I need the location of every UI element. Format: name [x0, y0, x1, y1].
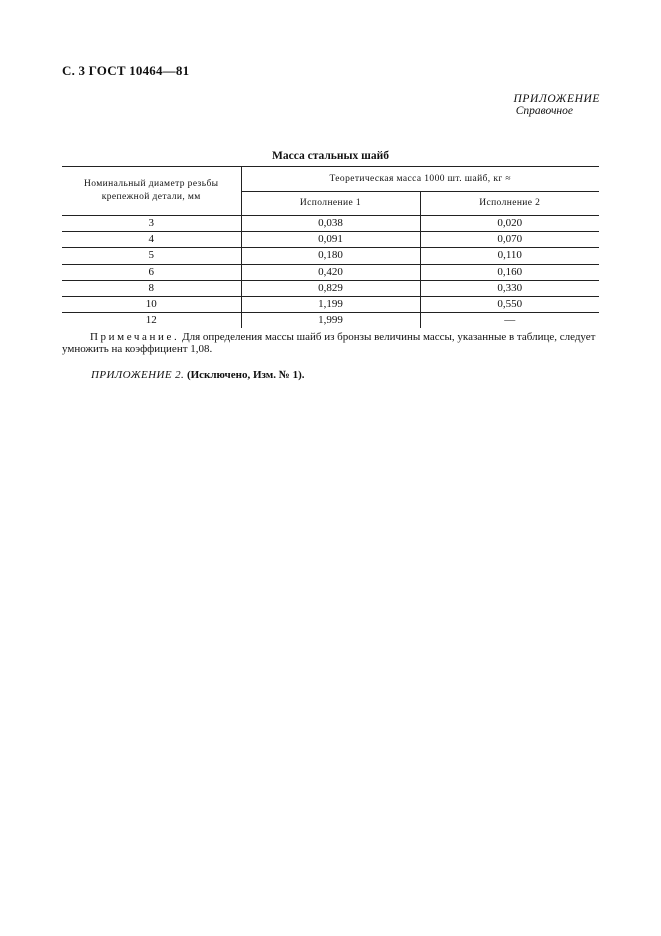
cell-version-2: 0,070	[420, 232, 599, 248]
cell-version-2: 0,330	[420, 280, 599, 296]
cell-diameter: 3	[62, 216, 241, 232]
cell-version-1: 0,420	[241, 264, 420, 280]
cell-version-2: 0,110	[420, 248, 599, 264]
cell-version-1: 0,038	[241, 216, 420, 232]
table-row	[62, 232, 599, 248]
header-version-1: Исполнение 1	[241, 192, 420, 216]
cell-diameter: 8	[62, 280, 241, 296]
cell-version-1: 0,829	[241, 280, 420, 296]
table-row	[62, 280, 599, 296]
header-version-2: Исполнение 2	[420, 192, 599, 216]
appendix-title: ПРИЛОЖЕНИЕ	[513, 93, 600, 105]
appendix-subtitle: Справочное	[515, 105, 573, 117]
cell-version-1: 0,091	[241, 232, 420, 248]
cell-version-1: 1,199	[241, 296, 420, 312]
header-diameter-line1: Номинальный диаметр резьбы	[84, 179, 219, 189]
note-text-line1: Для определения массы шайб из бронзы величины массы, указанные в таблице, следует	[179, 331, 596, 343]
table-note	[62, 331, 599, 355]
table-row	[62, 296, 599, 312]
cell-version-2: 0,160	[420, 264, 599, 280]
appendix-2-line	[91, 369, 305, 381]
cell-version-2: 0,550	[420, 296, 599, 312]
cell-diameter: 6	[62, 264, 241, 280]
note-label: Примечание.	[90, 331, 180, 343]
note-text-line2: умножить на коэффициент 1,08.	[62, 343, 213, 355]
washer-mass-table	[62, 166, 599, 328]
table-row	[62, 216, 599, 232]
header-diameter	[62, 167, 241, 216]
note-line-1	[62, 331, 599, 343]
header-diameter-line2: крепежной детали, мм	[101, 192, 201, 202]
appendix-block	[514, 93, 600, 117]
table-caption: Масса стальных шайб	[272, 150, 389, 162]
table-row	[62, 248, 599, 264]
cell-version-2: 0,020	[420, 216, 599, 232]
table-row	[62, 264, 599, 280]
cell-version-1: 1,999	[241, 313, 420, 329]
appendix-2-text: (Исключено, Изм. № 1).	[186, 369, 305, 381]
cell-diameter: 12	[145, 314, 157, 327]
page-header: С. 3 ГОСТ 10464—81	[62, 63, 190, 78]
cell-diameter: 5	[62, 248, 241, 264]
cell-version-2: —	[420, 313, 599, 329]
header-theoretical-mass: Теоретическая масса 1000 шт. шайб, кг ≈	[241, 167, 599, 192]
table-row	[62, 313, 599, 329]
appendix-2-label: ПРИЛОЖЕНИЕ 2.	[91, 369, 185, 381]
cell-version-1: 0,180	[241, 248, 420, 264]
cell-diameter: 4	[62, 232, 241, 248]
cell-diameter: 10	[62, 296, 241, 312]
